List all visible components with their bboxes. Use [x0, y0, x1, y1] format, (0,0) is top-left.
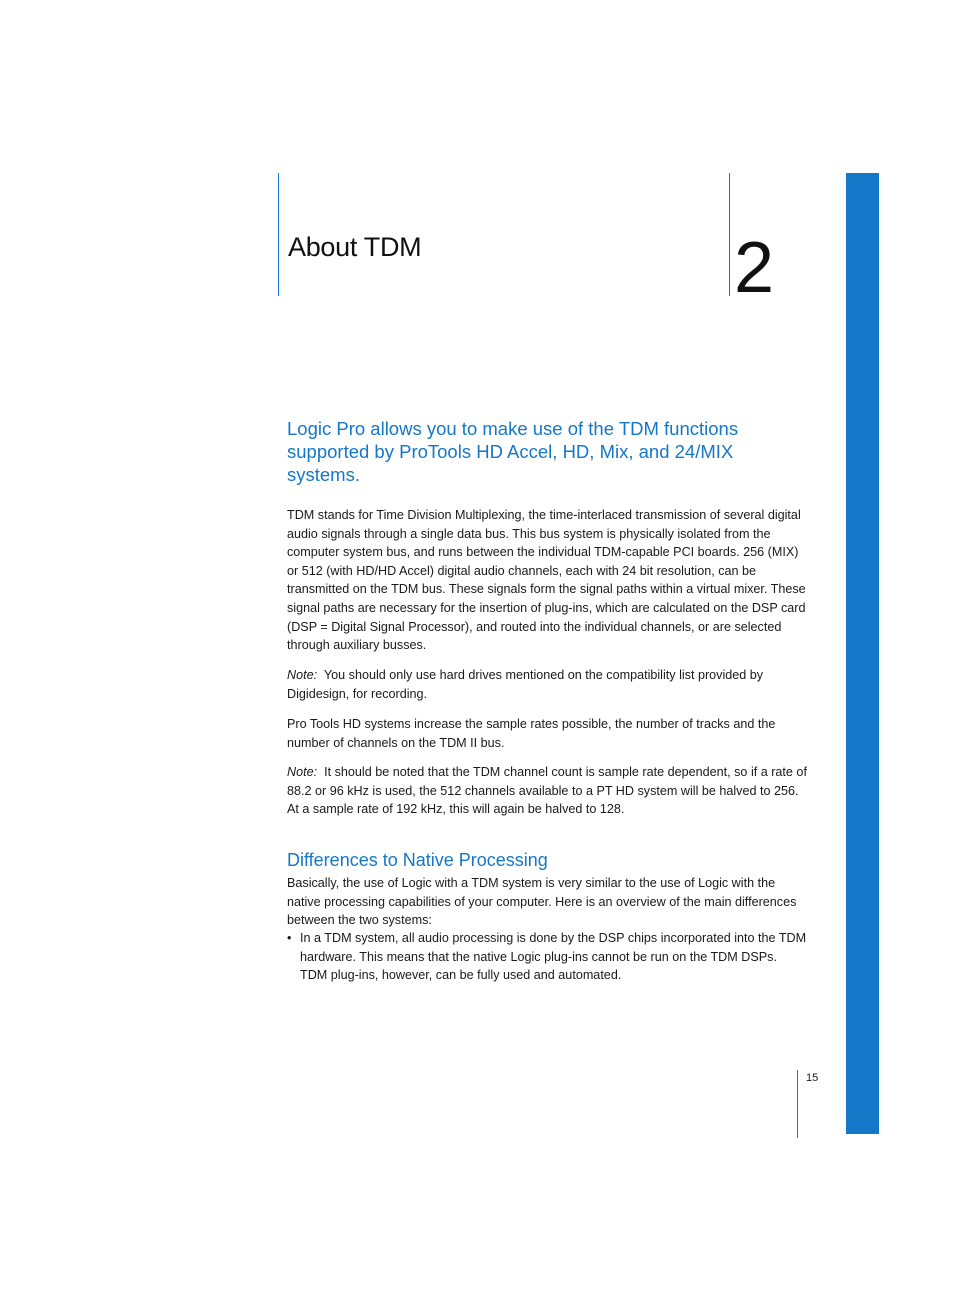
paragraph-protools-hd: Pro Tools HD systems increase the sample rates possible, the number of tracks and the number of channels on the TDM II bus. — [287, 717, 776, 750]
chapter-intro: Logic Pro allows you to make use of the TDM functions supported by ProTools HD Accel, HD, Mix, and 24/MIX systems. — [287, 418, 739, 486]
chapter-title: About TDM — [288, 232, 422, 262]
chapter-side-tab — [846, 173, 879, 1134]
section-intro: Basically, the use of Logic with a TDM system is very similar to the use of Logic with the native processing capabilities of your computer. Here is an overview of the main differences between the two systems: — [287, 876, 797, 928]
page-number: 15 — [806, 1072, 819, 1084]
footer-rule — [797, 1070, 798, 1138]
title-rule — [278, 173, 279, 296]
list-item-text: In a TDM system, all audio processing is done by the DSP chips incorporated into the TDM hardware. This means that the native Logic plug-ins cannot be run on the TDM DSPs. TDM plug-ins, however, can be fully used and automated. — [300, 931, 807, 983]
note-label: Note: — [287, 765, 318, 779]
note-label: Note: — [287, 668, 318, 682]
note-channel-count — [287, 763, 807, 819]
differences-list — [287, 929, 807, 985]
chapter-number: 2 — [734, 228, 775, 308]
note-text: You should only use hard drives mentioned on the compatibility list provided by Digidesign, for recording. — [287, 668, 764, 701]
section-heading: Differences to Native Processing — [287, 850, 548, 870]
list-item — [287, 929, 807, 985]
note-text: It should be noted that the TDM channel count is sample rate dependent, so if a rate of 88.2 or 96 kHz is used, the 512 channels available to a PT HD system will be halved to 256. At a sample rate of 192 kHz, this will again be halved to 128. — [287, 765, 807, 817]
paragraph-tdm-definition: TDM stands for Time Division Multiplexing, the time-interlaced transmission of several digital audio signals through a single data bus. This bus system is physically isolated from the computer system bus, and runs between the individual TDM-capable PCI boards. 256 (MIX) or 512 (with HD/HD Accel) digital audio channels, each with 24 bit resolution, can be transmitted on the TDM bus. These signals form the signal paths within a virtual mixer. These signal paths are necessary for the insertion of plug-ins, which are calculated on the DSP card (DSP = Digital Signal Processor), and routed into the individual channels, or are selected through auxiliary busses. — [287, 508, 806, 653]
bullet-icon: • — [287, 931, 292, 945]
chapter-number-rule — [729, 173, 730, 296]
note-hard-drives — [287, 666, 807, 703]
